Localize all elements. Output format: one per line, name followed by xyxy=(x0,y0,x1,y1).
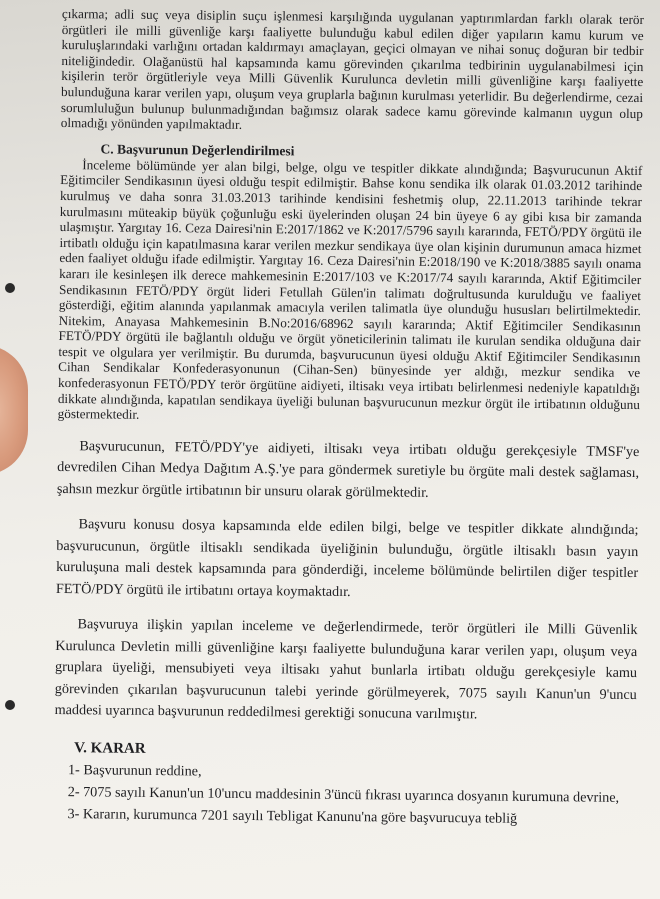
section-c-paragraph: İnceleme bölümünde yer alan bilgi, belge, olgu ve tespitler dikkate alındığında; Başvurucunun Aktif Eğitimciler Sendikasının üyesi olduğu tespit edilmiştir. Bahse konu sendika ilk olarak 01.03.2012 tarihinde kurulmuş ve daha sonra 31.03.2013 tarihinde kendisini feshetmiş olup, 22.11.2013 tarihinde tekrar kurulmasını müteakip büyük çoğunluğu eski üyelerinden oluşan 24 bin üyeye 6 ay gibi kısa bir zamanda ulaşmıştır. Yargıtay 16. Ceza Dairesi'nin E:2017/1862 ve K:2017/5796 sayılı kararında, FETÖ/PDY örgütü ile irtibatlı olduğu için kapatılmasına karar verilen mezkur sendikaya üye olan kişinin durumunun amaca hizmet eden faaliyet olduğu ifade edilmiştir. Yargıtay 16. Ceza Dairesi'nin E:2018/190 ve K:2018/3885 sayılı onama kararı ile kesinleşen ilk derece mahkemesinin E:2017/103 ve K:2017/74 sayılı kararında, Aktif Eğitimciler Sendikasının FETÖ/PDY örgüt lideri Fetullah Gülen'in talimatı doğrultusunda kurulduğu ve faaliyet gösterdiği, eğitim alanında yapılanmak amacıyla verilen talimatla üye olunduğu hususları belirtilmektedir. Nitekim, Anayasa Mahkemesinin B.No:2016/68962 sayılı kararında; Aktif Eğitimciler Sendikasının FETÖ/PDY örgütü ile bağlantılı olduğu ve örgüt yöneticilerinin talimatı ile kurulan sendika olduğuna dair tespit ve olgulara yer verilmiştir. Bu durumda, başvurucunun üyesi olduğu Aktif Eğitimciler Sendikasının Cihan Sendikalar Konfederasyonunun (Cihan-Sen) bünyesinde yer aldığı, mezkur sendika ve konfederasyonun FETÖ/PDY terör örgütüne aidiyeti, iltisakı veya irtibatı belirlenmesi nedeniyle kapatıldığı dikkate alındığında, kapatılan sendikaya üyeliği bulunan başvurucunun mezkur örgüt ile irtibatının olduğunu göstermektedir. xyxy=(57,156,643,423)
karar-heading: V. KARAR xyxy=(74,740,146,757)
top-paragraph: çıkarma; adli suç veya disiplin suçu işlenmesi karşılığında uygulanan yaptırımlardan farklı olarak terör örgütleri ile milli güvenliğe karşı faaliyette bulunduğu kabul edilen diğer yapıların kamu kurum ve kuruluşlarındaki varlığını ortadan kaldırmayı amaçlayan, geçici olmayan ve nihai sonuç doğuran bir tedbir niteliğindedir. Olağanüstü hal kapsamında kamu görevinden çıkarılma tedbirinin uygulanabilmesi için kişilerin terör örgütleriyle veya Milli Güvenlik Kurulunca devletin milli güvenliğine karşı faaliyette bulunduğuna karar verilen yapı, oluşum veya gruplarla bağının kurulması yeterlidir. Bu değerlendirme, cezai sorumluluğun bulunup bulunmadığından bağımsız olarak sadece kamu görevinde kalmanın uygun olup olmadığı yönünden yapılmaktadır. xyxy=(60,6,644,133)
paragraph-conclusion: Başvuruya ilişkin yapılan inceleme ve değerlendirmede, terör örgütleri ile Milli Güvenlik Kurulunca Devletin milli güvenliğine karşı faaliyette bulunduğuna karar verilen yapı, oluşum veya gruplara üyeliği, mensubiyeti veya iltisakı yahut bunlarla irtibatı olduğu gerekçesiyle kamu görevinden çıkarılan başvurucunun talebi yerinde görülmeyerek, 7075 sayılı Kanun'un 9'uncu maddesi uyarınca başvurunun reddedilmesi gerektiği sonucuna varılmıştır. xyxy=(54,616,638,723)
punch-hole xyxy=(5,700,15,710)
punch-hole xyxy=(5,283,15,293)
karar-item-2: 2- 7075 sayılı Kanun'un 10'uncu maddesinin 3'üncü fıkrası uyarınca dosyanın kurumuna devrine, xyxy=(67,783,620,806)
finger xyxy=(0,345,28,475)
paragraph-findings: Başvuru konusu dosya kapsamında elde edilen bilgi, belge ve tespitler dikkate alındığında; başvurucunun, örgütle iltisaklı sendikada üyeliğinin bulunduğu, örgütle iltisaklı basın yayın kuruluşuna mali destek kapsamında para gönderdiği, inceleme bölümünde belirtilen diğer tespitler FETÖ/PDY örgütü ile irtibatını ortaya koymaktadır. xyxy=(55,516,639,600)
section-c-heading: C. Başvurunun Değerlendirilmesi xyxy=(100,141,295,159)
paragraph-financial-support: Başvurucunun, FETÖ/PDY'ye aidiyeti, iltisakı veya irtibatı olduğu gerekçesiyle TMSF'ye devredilen Cihan Medya Dağıtım A.Ş.'ye para göndermek suretiyle bu örgüte mali destek sağlaması, şahsın mezkur örgütle irtibatının bir unsuru olarak görülmektedir. xyxy=(56,438,640,501)
karar-item-1: 1- Başvurunun reddine, xyxy=(67,761,202,780)
document-body xyxy=(53,6,644,831)
karar-item-3: 3- Kararın, kurumunca 7201 sayılı Tebligat Kanunu'na göre başvurucuya tebliğ xyxy=(67,805,518,827)
